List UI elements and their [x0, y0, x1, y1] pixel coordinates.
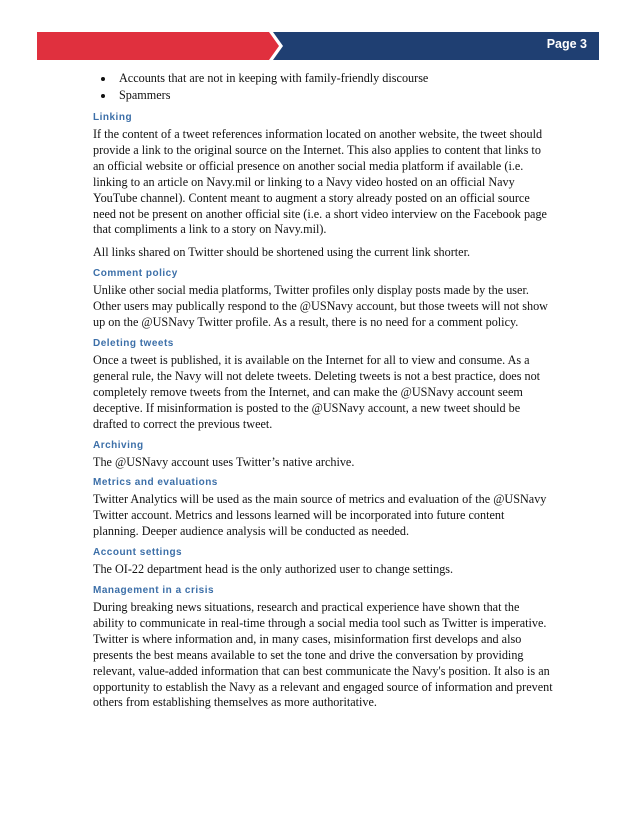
document-body — [93, 70, 553, 718]
section-comment-policy — [93, 268, 553, 331]
page-number: Page 3 — [546, 37, 587, 51]
paragraph: Unlike other social media platforms, Twitter profiles only display posts made by the user. Other users may publically respond to the @USNavy account, but those tweets will not show up on the @USNavy Twitter profile. As a result, there is no need for a comment policy. — [93, 283, 548, 330]
section-heading: Management in a crisis — [93, 585, 215, 597]
section-heading: Linking — [93, 112, 133, 123]
bullet-list — [93, 70, 553, 104]
section-linking — [93, 112, 553, 261]
list-item: • Spammers — [115, 87, 553, 104]
page-header-banner — [37, 32, 599, 60]
section-account-settings — [93, 547, 553, 578]
header-red-segment — [37, 32, 279, 60]
section-metrics — [93, 477, 553, 540]
section-heading: Metrics and evaluations — [93, 477, 218, 489]
paragraph: The @USNavy account uses Twitter’s native archive. — [93, 454, 355, 469]
paragraph: Once a tweet is published, it is available on the Internet for all to view and consume. As a general rule, the Navy will not delete tweets. Deleting tweets is not a best practice, does not completely remove tweets from the Internet, and can make the @USNavy account seem deceptive. If misinformation is posted to the @USNavy account, a new tweet should be drafted to correct the previous tweet. — [93, 352, 541, 431]
section-heading: Comment policy — [93, 268, 178, 280]
paragraph: Twitter Analytics will be used as the main source of metrics and evaluation of the @USNavy Twitter account. Metrics and lessons learned will be incorporated into future content planning. Deeper audience analysis will be conducted as needed. — [93, 492, 547, 539]
paragraph: If the content of a tweet references information located on another website, the tweet should provide a link to the original source on the Internet. This also applies to content that links to an official website or official presence on another social media platform if available (i.e. linking to an article on Navy.mil or linking to a Navy video hosted on an official Navy YouTube channel). Content meant to augment a story already posted on an official source need not be present on another official site (i.e. a short video interview on the Facebook page that compliments a link to a story on Navy.mil). — [93, 127, 547, 237]
paragraph: The OI-22 department head is the only authorized user to change settings. — [93, 562, 454, 577]
paragraph: All links shared on Twitter should be shortened using the current link shorter. — [93, 245, 471, 260]
section-crisis-management — [93, 585, 553, 711]
section-archiving — [93, 440, 553, 471]
section-heading: Archiving — [93, 439, 144, 451]
section-heading: Account settings — [93, 547, 183, 559]
section-deleting-tweets — [93, 338, 553, 433]
paragraph: During breaking news situations, research and practical experience have shown that the ability to communicate in real-time through a social media tool such as Twitter is imperative. Twitter is where information and, in many cases, misinformation first develops and also presents the best means available to set the tone and drive the conversation by providing relevant, value-added information that can best communicate the Navy's position. It also is an opportunity to establish the Navy as a relevant and engaged source of information and prevent others from establishing themselves as more authoritative. — [93, 600, 553, 710]
header-banner-graphic — [37, 32, 599, 60]
section-heading: Deleting tweets — [93, 337, 174, 349]
list-item: • Accounts that are not in keeping with family-friendly discourse — [115, 70, 553, 87]
